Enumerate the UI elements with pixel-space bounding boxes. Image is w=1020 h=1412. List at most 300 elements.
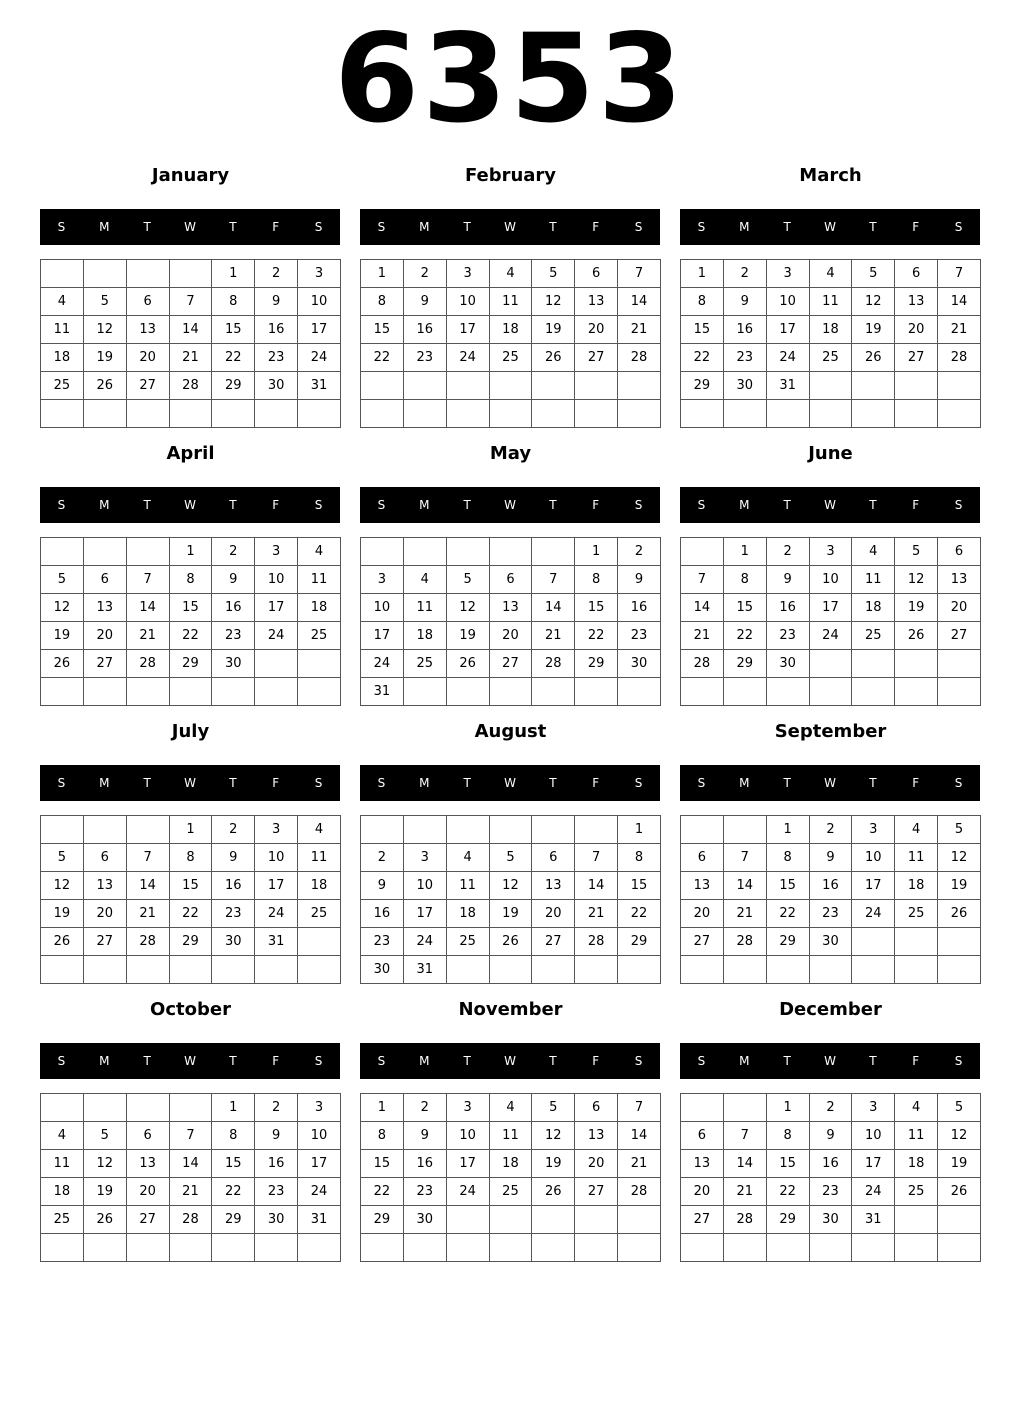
week-row xyxy=(681,622,981,650)
day-cell: 17 xyxy=(446,1150,489,1178)
weekday-label: M xyxy=(419,1054,430,1068)
day-cell xyxy=(41,1234,84,1262)
day-cell: 14 xyxy=(532,594,575,622)
weekday-label: S xyxy=(314,776,323,790)
weekday-header xyxy=(360,209,660,245)
day-cell xyxy=(361,1234,404,1262)
day-cell xyxy=(681,1094,724,1122)
day-cell: 1 xyxy=(212,1094,255,1122)
week-row xyxy=(361,288,661,316)
day-cell: 13 xyxy=(681,872,724,900)
weekday-label: T xyxy=(229,1054,237,1068)
day-cell xyxy=(681,1234,724,1262)
day-cell: 17 xyxy=(298,316,341,344)
week-row xyxy=(41,594,341,622)
day-cell xyxy=(361,400,404,428)
day-cell: 6 xyxy=(532,844,575,872)
day-cell xyxy=(895,678,938,706)
day-cell: 19 xyxy=(532,1150,575,1178)
day-cell: 6 xyxy=(895,260,938,288)
weekday-label: S xyxy=(314,220,323,234)
day-cell: 9 xyxy=(403,1122,446,1150)
day-cell: 30 xyxy=(361,956,404,984)
weekday-label: T xyxy=(869,220,877,234)
day-cell: 15 xyxy=(723,594,766,622)
day-cell xyxy=(895,372,938,400)
day-cell: 5 xyxy=(446,566,489,594)
day-cell: 5 xyxy=(532,1094,575,1122)
day-cell xyxy=(83,1234,126,1262)
day-cell xyxy=(41,1094,84,1122)
day-cell: 21 xyxy=(169,344,212,372)
day-cell: 11 xyxy=(298,844,341,872)
day-cell: 13 xyxy=(575,288,618,316)
day-cell: 18 xyxy=(298,872,341,900)
day-cell xyxy=(575,678,618,706)
day-cell: 6 xyxy=(938,538,981,566)
day-cell: 2 xyxy=(723,260,766,288)
day-cell: 22 xyxy=(169,622,212,650)
day-cell: 4 xyxy=(446,844,489,872)
day-cell: 14 xyxy=(169,1150,212,1178)
day-cell: 6 xyxy=(126,1122,169,1150)
day-cell: 2 xyxy=(212,816,255,844)
day-cell: 5 xyxy=(41,566,84,594)
week-row xyxy=(41,650,341,678)
day-cell: 18 xyxy=(895,1150,938,1178)
day-cell: 4 xyxy=(489,260,532,288)
day-cell: 3 xyxy=(446,1094,489,1122)
day-cell xyxy=(489,678,532,706)
day-cell xyxy=(852,928,895,956)
day-cell: 1 xyxy=(361,260,404,288)
day-cell: 9 xyxy=(212,844,255,872)
weekday-label: S xyxy=(634,498,643,512)
week-row xyxy=(681,1122,981,1150)
weekday-label: M xyxy=(739,776,750,790)
day-cell: 11 xyxy=(489,288,532,316)
weekday-label: S xyxy=(57,776,66,790)
day-cell xyxy=(809,956,852,984)
weekday-label: M xyxy=(99,498,110,512)
day-cell: 21 xyxy=(723,1178,766,1206)
day-cell: 12 xyxy=(852,288,895,316)
day-cell: 7 xyxy=(575,844,618,872)
week-row xyxy=(41,566,341,594)
day-cell xyxy=(169,1094,212,1122)
day-cell: 10 xyxy=(766,288,809,316)
day-cell: 12 xyxy=(83,1150,126,1178)
day-cell: 24 xyxy=(298,1178,341,1206)
month-name: April xyxy=(166,443,215,464)
day-cell xyxy=(255,1234,298,1262)
week-row xyxy=(681,1178,981,1206)
weekday-label: T xyxy=(463,498,471,512)
day-cell: 25 xyxy=(895,1178,938,1206)
day-cell xyxy=(852,372,895,400)
day-cell: 14 xyxy=(618,1122,661,1150)
weekday-label: F xyxy=(592,498,600,512)
week-row xyxy=(681,900,981,928)
day-cell: 26 xyxy=(852,344,895,372)
weekday-header xyxy=(360,1043,660,1079)
day-cell xyxy=(126,400,169,428)
week-row xyxy=(361,400,661,428)
day-cell xyxy=(852,400,895,428)
day-cell: 15 xyxy=(169,594,212,622)
week-row xyxy=(361,1234,661,1262)
day-cell xyxy=(83,400,126,428)
day-cell: 7 xyxy=(126,844,169,872)
day-cell: 19 xyxy=(938,872,981,900)
weekday-label: S xyxy=(697,220,706,234)
day-cell: 9 xyxy=(255,288,298,316)
day-cell: 11 xyxy=(852,566,895,594)
day-cell: 16 xyxy=(723,316,766,344)
weekday-label: S xyxy=(314,498,323,512)
day-cell: 20 xyxy=(126,344,169,372)
day-cell: 19 xyxy=(938,1150,981,1178)
day-cell: 3 xyxy=(446,260,489,288)
day-cell: 3 xyxy=(403,844,446,872)
day-cell: 22 xyxy=(361,1178,404,1206)
day-cell: 28 xyxy=(618,1178,661,1206)
day-cell xyxy=(489,1206,532,1234)
day-cell: 1 xyxy=(169,538,212,566)
day-cell xyxy=(446,538,489,566)
day-cell xyxy=(169,1234,212,1262)
weekday-label: M xyxy=(99,1054,110,1068)
day-grid xyxy=(360,815,661,984)
weekday-label: F xyxy=(272,776,280,790)
day-cell xyxy=(938,678,981,706)
day-cell: 31 xyxy=(766,372,809,400)
day-cell: 16 xyxy=(618,594,661,622)
month-name: March xyxy=(799,165,862,186)
day-cell: 12 xyxy=(895,566,938,594)
day-cell: 14 xyxy=(938,288,981,316)
day-cell: 25 xyxy=(809,344,852,372)
day-cell: 8 xyxy=(681,288,724,316)
day-cell: 9 xyxy=(809,1122,852,1150)
weekday-label: S xyxy=(634,776,643,790)
day-cell xyxy=(83,260,126,288)
day-cell: 16 xyxy=(255,1150,298,1178)
day-cell: 12 xyxy=(938,844,981,872)
day-cell xyxy=(895,1206,938,1234)
weekday-label: W xyxy=(184,220,196,234)
day-cell xyxy=(938,928,981,956)
week-row xyxy=(41,928,341,956)
week-row xyxy=(681,372,981,400)
day-cell: 1 xyxy=(723,538,766,566)
week-row xyxy=(41,844,341,872)
day-cell xyxy=(446,372,489,400)
day-cell xyxy=(809,650,852,678)
weekday-label: S xyxy=(377,498,386,512)
day-cell xyxy=(809,678,852,706)
day-cell xyxy=(41,400,84,428)
day-cell xyxy=(41,538,84,566)
day-cell: 7 xyxy=(169,1122,212,1150)
day-cell: 12 xyxy=(489,872,532,900)
week-row xyxy=(361,1094,661,1122)
day-cell xyxy=(403,678,446,706)
day-cell: 3 xyxy=(298,1094,341,1122)
weekday-label: T xyxy=(463,1054,471,1068)
day-cell: 28 xyxy=(532,650,575,678)
weekday-label: F xyxy=(592,776,600,790)
day-cell: 5 xyxy=(532,260,575,288)
day-cell: 22 xyxy=(681,344,724,372)
day-cell: 5 xyxy=(83,1122,126,1150)
day-cell: 3 xyxy=(852,1094,895,1122)
week-row xyxy=(41,1122,341,1150)
weekday-label: T xyxy=(869,1054,877,1068)
week-row xyxy=(41,1178,341,1206)
day-cell: 19 xyxy=(41,900,84,928)
day-cell: 17 xyxy=(403,900,446,928)
day-cell: 25 xyxy=(298,900,341,928)
day-cell: 28 xyxy=(169,372,212,400)
day-cell: 14 xyxy=(126,594,169,622)
day-cell: 2 xyxy=(255,260,298,288)
day-cell: 4 xyxy=(489,1094,532,1122)
day-cell xyxy=(852,1234,895,1262)
day-cell xyxy=(681,400,724,428)
day-cell: 22 xyxy=(212,1178,255,1206)
day-cell: 25 xyxy=(298,622,341,650)
day-grid xyxy=(680,259,981,428)
day-cell: 23 xyxy=(403,1178,446,1206)
day-cell xyxy=(212,678,255,706)
day-cell: 6 xyxy=(83,844,126,872)
day-cell: 26 xyxy=(83,372,126,400)
day-cell: 22 xyxy=(766,1178,809,1206)
weekday-label: S xyxy=(377,220,386,234)
day-cell xyxy=(446,956,489,984)
day-cell: 10 xyxy=(255,844,298,872)
day-cell xyxy=(681,678,724,706)
week-row xyxy=(41,900,341,928)
day-cell: 27 xyxy=(938,622,981,650)
day-cell: 28 xyxy=(723,928,766,956)
day-cell: 17 xyxy=(852,1150,895,1178)
weekday-header xyxy=(40,765,340,801)
day-cell: 13 xyxy=(681,1150,724,1178)
week-row xyxy=(41,288,341,316)
week-row xyxy=(681,1234,981,1262)
day-cell: 5 xyxy=(938,1094,981,1122)
day-cell xyxy=(446,1234,489,1262)
week-row xyxy=(41,872,341,900)
week-row xyxy=(41,538,341,566)
day-cell xyxy=(298,928,341,956)
day-cell: 18 xyxy=(446,900,489,928)
day-cell: 1 xyxy=(618,816,661,844)
day-cell xyxy=(126,538,169,566)
day-cell xyxy=(489,538,532,566)
day-cell: 30 xyxy=(618,650,661,678)
day-cell: 1 xyxy=(361,1094,404,1122)
day-cell: 17 xyxy=(255,594,298,622)
weekday-label: F xyxy=(592,220,600,234)
week-row xyxy=(41,344,341,372)
week-row xyxy=(361,538,661,566)
day-cell: 26 xyxy=(41,650,84,678)
day-cell: 13 xyxy=(83,594,126,622)
day-cell xyxy=(446,816,489,844)
day-cell xyxy=(681,816,724,844)
day-cell: 16 xyxy=(212,594,255,622)
weekday-label: M xyxy=(739,498,750,512)
day-cell: 14 xyxy=(618,288,661,316)
day-cell: 21 xyxy=(126,622,169,650)
day-cell: 17 xyxy=(809,594,852,622)
day-cell: 6 xyxy=(575,1094,618,1122)
day-cell: 16 xyxy=(809,1150,852,1178)
week-row xyxy=(41,260,341,288)
day-cell: 30 xyxy=(255,372,298,400)
day-cell: 7 xyxy=(681,566,724,594)
day-cell: 24 xyxy=(809,622,852,650)
day-cell: 26 xyxy=(83,1206,126,1234)
day-cell xyxy=(575,956,618,984)
weekday-label: T xyxy=(229,776,237,790)
day-cell: 17 xyxy=(361,622,404,650)
day-cell: 11 xyxy=(403,594,446,622)
day-cell: 20 xyxy=(681,1178,724,1206)
day-cell: 26 xyxy=(938,1178,981,1206)
day-cell xyxy=(489,816,532,844)
weekday-label: T xyxy=(143,1054,151,1068)
week-row xyxy=(681,538,981,566)
day-cell: 18 xyxy=(895,872,938,900)
week-row xyxy=(681,566,981,594)
day-cell: 27 xyxy=(126,372,169,400)
day-cell: 30 xyxy=(212,650,255,678)
day-cell: 18 xyxy=(298,594,341,622)
month-name: August xyxy=(474,721,547,742)
week-row xyxy=(361,316,661,344)
weekday-label: S xyxy=(377,776,386,790)
year-title: 6353 xyxy=(334,8,686,150)
day-grid xyxy=(40,815,341,984)
day-cell: 29 xyxy=(618,928,661,956)
day-cell: 11 xyxy=(895,844,938,872)
month-name: June xyxy=(808,443,853,464)
weekday-label: T xyxy=(783,1054,791,1068)
day-cell xyxy=(489,1234,532,1262)
day-cell: 15 xyxy=(212,316,255,344)
week-row xyxy=(41,400,341,428)
day-cell xyxy=(895,650,938,678)
day-cell: 14 xyxy=(723,1150,766,1178)
weekday-label: S xyxy=(954,776,963,790)
day-cell xyxy=(126,678,169,706)
weekday-label: S xyxy=(954,220,963,234)
day-cell: 2 xyxy=(809,816,852,844)
day-cell: 8 xyxy=(575,566,618,594)
day-cell: 4 xyxy=(403,566,446,594)
day-cell: 21 xyxy=(681,622,724,650)
day-cell: 4 xyxy=(298,538,341,566)
day-cell: 21 xyxy=(618,1150,661,1178)
weekday-header xyxy=(680,209,980,245)
day-cell: 25 xyxy=(852,622,895,650)
week-row xyxy=(361,260,661,288)
weekday-header xyxy=(40,209,340,245)
day-cell: 16 xyxy=(255,316,298,344)
day-cell: 25 xyxy=(446,928,489,956)
day-cell: 1 xyxy=(766,816,809,844)
day-cell xyxy=(446,400,489,428)
day-cell xyxy=(895,956,938,984)
day-cell xyxy=(361,372,404,400)
day-cell: 18 xyxy=(809,316,852,344)
day-cell: 24 xyxy=(766,344,809,372)
weekday-label: S xyxy=(634,220,643,234)
day-cell xyxy=(489,372,532,400)
weekday-label: M xyxy=(739,1054,750,1068)
day-cell xyxy=(298,678,341,706)
day-cell: 7 xyxy=(169,288,212,316)
day-cell: 24 xyxy=(852,1178,895,1206)
day-cell: 11 xyxy=(895,1122,938,1150)
day-cell: 17 xyxy=(255,872,298,900)
weekday-label: T xyxy=(463,776,471,790)
day-cell: 11 xyxy=(446,872,489,900)
day-cell: 30 xyxy=(403,1206,446,1234)
day-cell: 31 xyxy=(852,1206,895,1234)
day-cell xyxy=(895,928,938,956)
day-cell: 3 xyxy=(766,260,809,288)
day-cell: 11 xyxy=(298,566,341,594)
day-cell: 10 xyxy=(361,594,404,622)
day-cell: 16 xyxy=(212,872,255,900)
day-cell: 7 xyxy=(126,566,169,594)
month-name: February xyxy=(464,165,557,186)
week-row xyxy=(361,956,661,984)
day-cell: 31 xyxy=(361,678,404,706)
week-row xyxy=(681,1206,981,1234)
day-cell: 17 xyxy=(298,1150,341,1178)
day-cell: 23 xyxy=(809,900,852,928)
day-cell: 19 xyxy=(852,316,895,344)
day-cell: 27 xyxy=(83,650,126,678)
day-cell xyxy=(618,956,661,984)
month-name: January xyxy=(151,165,230,186)
day-cell: 10 xyxy=(255,566,298,594)
day-cell: 21 xyxy=(532,622,575,650)
weekday-label: W xyxy=(184,776,196,790)
week-row xyxy=(361,372,661,400)
weekday-label: F xyxy=(912,1054,920,1068)
day-cell: 19 xyxy=(489,900,532,928)
day-grid xyxy=(360,1093,661,1262)
week-row xyxy=(361,678,661,706)
weekday-label: T xyxy=(229,220,237,234)
day-cell: 29 xyxy=(681,372,724,400)
day-grid xyxy=(680,1093,981,1262)
day-cell xyxy=(298,650,341,678)
weekday-label: W xyxy=(504,220,516,234)
day-cell: 13 xyxy=(532,872,575,900)
day-cell xyxy=(532,372,575,400)
day-cell: 28 xyxy=(126,650,169,678)
day-cell: 13 xyxy=(83,872,126,900)
weekday-header xyxy=(360,765,660,801)
